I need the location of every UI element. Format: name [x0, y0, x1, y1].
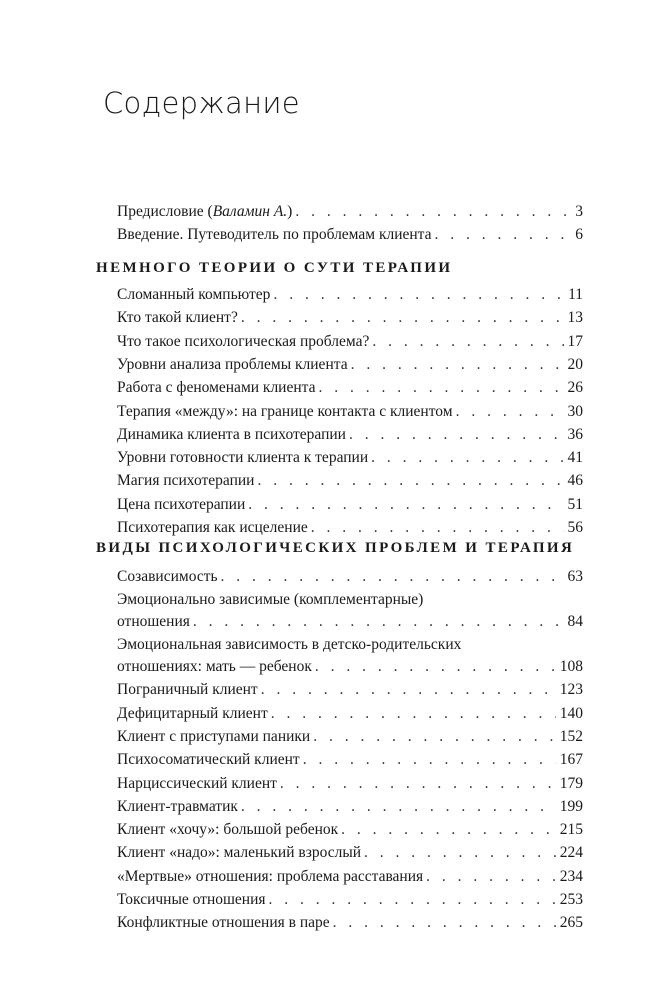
- toc-entry[interactable]: [117, 703, 583, 725]
- entry-title: Клиент «надо»: маленький взрослый: [117, 844, 362, 862]
- page-number: 215: [559, 821, 583, 839]
- toc-entry[interactable]: [117, 842, 583, 864]
- entry-title: Уровни анализа проблемы клиента: [117, 355, 348, 373]
- page-number: 13: [567, 309, 583, 327]
- page-number: 51: [567, 495, 583, 513]
- dot-leader: [257, 470, 563, 492]
- dot-leader: [364, 842, 556, 864]
- entry-title: [117, 611, 190, 633]
- toc-entry[interactable]: [117, 517, 583, 539]
- entry-title: Что такое психологическая проблема?: [117, 332, 370, 350]
- page-number: 20: [567, 355, 583, 373]
- page-number: 46: [567, 472, 583, 490]
- toc-entry[interactable]: [117, 447, 583, 469]
- entry-title-part: ): [287, 203, 293, 220]
- dot-leader: [280, 773, 556, 795]
- page-title: Содержание: [103, 86, 300, 120]
- page-number: 108: [559, 658, 583, 676]
- entry-title: Клиент «хочу»: большой ребенок: [117, 821, 339, 839]
- dot-leader: [319, 377, 564, 399]
- dot-leader: [271, 703, 556, 725]
- toc-entry[interactable]: [117, 494, 583, 516]
- dot-leader: [371, 447, 563, 469]
- entry-title: Созависимость: [117, 568, 218, 585]
- dot-leader: [333, 912, 556, 934]
- section-heading: НЕМНОГО ТЕОРИИ О СУТИ ТЕРАПИИ: [96, 260, 453, 276]
- entry-title: Уровни готовности клиента к терапии: [117, 449, 369, 467]
- entry-title: Терапия «между»: на границе контакта с клиентом: [117, 402, 453, 420]
- entry-title: Токсичные отношения: [117, 891, 266, 908]
- dot-leader: [313, 726, 556, 748]
- dot-leader: [456, 401, 564, 423]
- page-number: 123: [559, 681, 583, 699]
- entry-title: Конфликтные отношения в паре: [117, 914, 330, 932]
- dot-leader: [261, 679, 556, 701]
- toc-entry[interactable]: [117, 331, 583, 353]
- entry-title: Дефицитарный клиент: [117, 704, 268, 722]
- page-number: 30: [567, 402, 583, 420]
- toc-entry[interactable]: [117, 224, 583, 246]
- dot-leader: [193, 611, 564, 633]
- page-number: 3: [575, 203, 583, 220]
- page-number: 26: [567, 379, 583, 397]
- entry-title: Цена психотерапии: [117, 495, 246, 513]
- toc-entry[interactable]: [117, 866, 583, 888]
- toc-entry[interactable]: [117, 284, 583, 306]
- page-number: 36: [567, 425, 583, 443]
- entry-title: «Мертвые» отношения: проблема расставания: [117, 867, 424, 885]
- toc-entry[interactable]: [117, 401, 583, 423]
- toc-entry[interactable]: [117, 819, 583, 841]
- toc-entry[interactable]: [117, 889, 583, 911]
- entry-title: Психосоматический клиент: [117, 751, 300, 769]
- page-number: 224: [559, 844, 583, 862]
- page-number: 167: [559, 751, 583, 769]
- entry-title: Эмоционально зависимые (комплементарные): [117, 591, 424, 609]
- entry-title: Сломанный компьютер: [117, 286, 271, 303]
- toc-entry[interactable]: [117, 796, 583, 818]
- page-number: 11: [568, 286, 583, 303]
- entry-author: Валамин А.: [212, 203, 288, 220]
- entry-title: Введение. Путеводитель по проблемам клиента: [117, 226, 432, 244]
- dot-leader: [248, 494, 563, 516]
- entry-title: Клиент с приступами паники: [117, 727, 311, 745]
- page-number: 41: [567, 449, 583, 467]
- dot-leader: [241, 307, 564, 329]
- dot-leader: [349, 424, 564, 446]
- dot-leader: [426, 866, 556, 888]
- dot-leader: [303, 749, 556, 771]
- entry-title-continued: отношениях: мать — ребенок: [117, 658, 312, 676]
- toc-entry[interactable]: [117, 377, 583, 399]
- entry-title: Эмоциональная зависимость в детско-родительских: [117, 636, 462, 654]
- section-heading: ВИДЫ ПСИХОЛОГИЧЕСКИХ ПРОБЛЕМ И ТЕРАПИЯ: [96, 540, 575, 556]
- page-number: 140: [559, 704, 583, 722]
- entry-title: Нарциссический клиент: [117, 774, 277, 792]
- entry-title: [117, 656, 312, 678]
- dot-leader: [341, 819, 556, 841]
- dot-leader: [221, 566, 564, 588]
- toc-entry[interactable]: [117, 307, 583, 329]
- toc-entry[interactable]: [117, 749, 583, 771]
- page-number: 63: [567, 568, 583, 585]
- dot-leader: [351, 354, 564, 376]
- page-number: 56: [567, 519, 583, 536]
- toc-entry[interactable]: [117, 589, 583, 633]
- page-number: 179: [559, 774, 583, 792]
- page-number: 265: [559, 914, 583, 932]
- dot-leader: [273, 284, 564, 306]
- page-number: 199: [559, 797, 583, 815]
- toc-entry[interactable]: [117, 912, 583, 934]
- entry-title: Динамика клиента в психотерапии: [117, 425, 346, 443]
- page-number: 152: [559, 727, 583, 745]
- toc-entry[interactable]: [117, 634, 583, 678]
- entry-title: Кто такой клиент?: [117, 309, 238, 327]
- dot-leader: [315, 656, 556, 678]
- dot-leader: [311, 517, 564, 539]
- page-number: 84: [567, 613, 583, 631]
- entry-title: Пограничный клиент: [117, 681, 258, 699]
- page-number: 6: [575, 226, 583, 244]
- toc-entry[interactable]: [117, 679, 583, 701]
- page-number: 234: [559, 867, 583, 885]
- dot-leader: [241, 796, 556, 818]
- page-number: 253: [559, 891, 583, 908]
- entry-title: Работа с феноменами клиента: [117, 379, 316, 397]
- entry-title-continued: отношения: [117, 613, 190, 631]
- entry-title: Магия психотерапии: [117, 472, 255, 490]
- dot-leader: [295, 201, 571, 223]
- toc-entry[interactable]: [117, 726, 583, 748]
- toc-entry[interactable]: [117, 354, 583, 376]
- entry-title: Психотерапия как исцеление: [117, 519, 308, 536]
- entry-title-part: Предисловие (: [117, 203, 213, 220]
- toc-entry[interactable]: [117, 566, 583, 588]
- entry-title: Клиент-травматик: [117, 797, 238, 815]
- toc-entry[interactable]: [117, 424, 583, 446]
- dot-leader: [372, 331, 563, 353]
- dot-leader: [435, 224, 572, 246]
- toc-entry[interactable]: [117, 470, 583, 492]
- dot-leader: [269, 889, 556, 911]
- page-number: 17: [567, 332, 583, 350]
- entry-title: [117, 201, 292, 223]
- toc-entry[interactable]: [117, 773, 583, 795]
- toc-entry[interactable]: [117, 201, 583, 223]
